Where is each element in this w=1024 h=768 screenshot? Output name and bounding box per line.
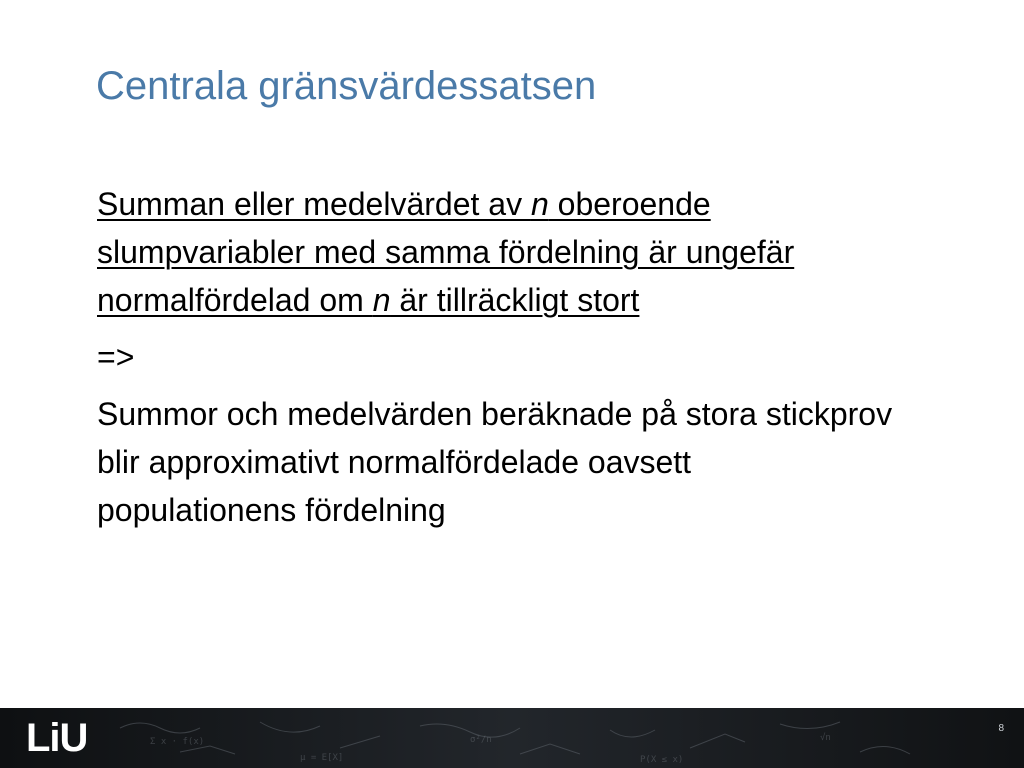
svg-text:Σ x · f(x): Σ x · f(x) (150, 737, 205, 747)
variable-n-1: n (530, 186, 549, 222)
svg-text:√n: √n (820, 733, 831, 743)
footer-bar (0, 708, 1024, 768)
svg-text:σ²/n: σ²/n (470, 735, 492, 745)
slide-body (97, 180, 897, 543)
theorem-statement (97, 180, 897, 324)
theorem-text-3: är tillräckligt stort (390, 282, 640, 318)
slide-title: Centrala gränsvärdessatsen (96, 64, 597, 108)
svg-text:μ = E[X]: μ = E[X] (300, 753, 344, 763)
svg-text:P(X ≤ x): P(X ≤ x) (640, 755, 684, 765)
chalkboard-texture (0, 708, 1024, 768)
variable-n-2: n (372, 282, 391, 318)
conclusion-text: Summor och medelvärden beräknade på stora stickprov blir approximativt normalfördelade oavsett populationens fördelning (97, 396, 893, 528)
page-number: 8 (998, 723, 1004, 734)
implication-arrow: => (97, 339, 135, 375)
theorem-text-2: oberoende slumpvariabler med samma fördelning är ungefär normalfördelad om (97, 186, 795, 318)
theorem-text-1: Summan eller medelvärdet av (97, 186, 531, 222)
liu-logo: LiU (26, 716, 88, 760)
